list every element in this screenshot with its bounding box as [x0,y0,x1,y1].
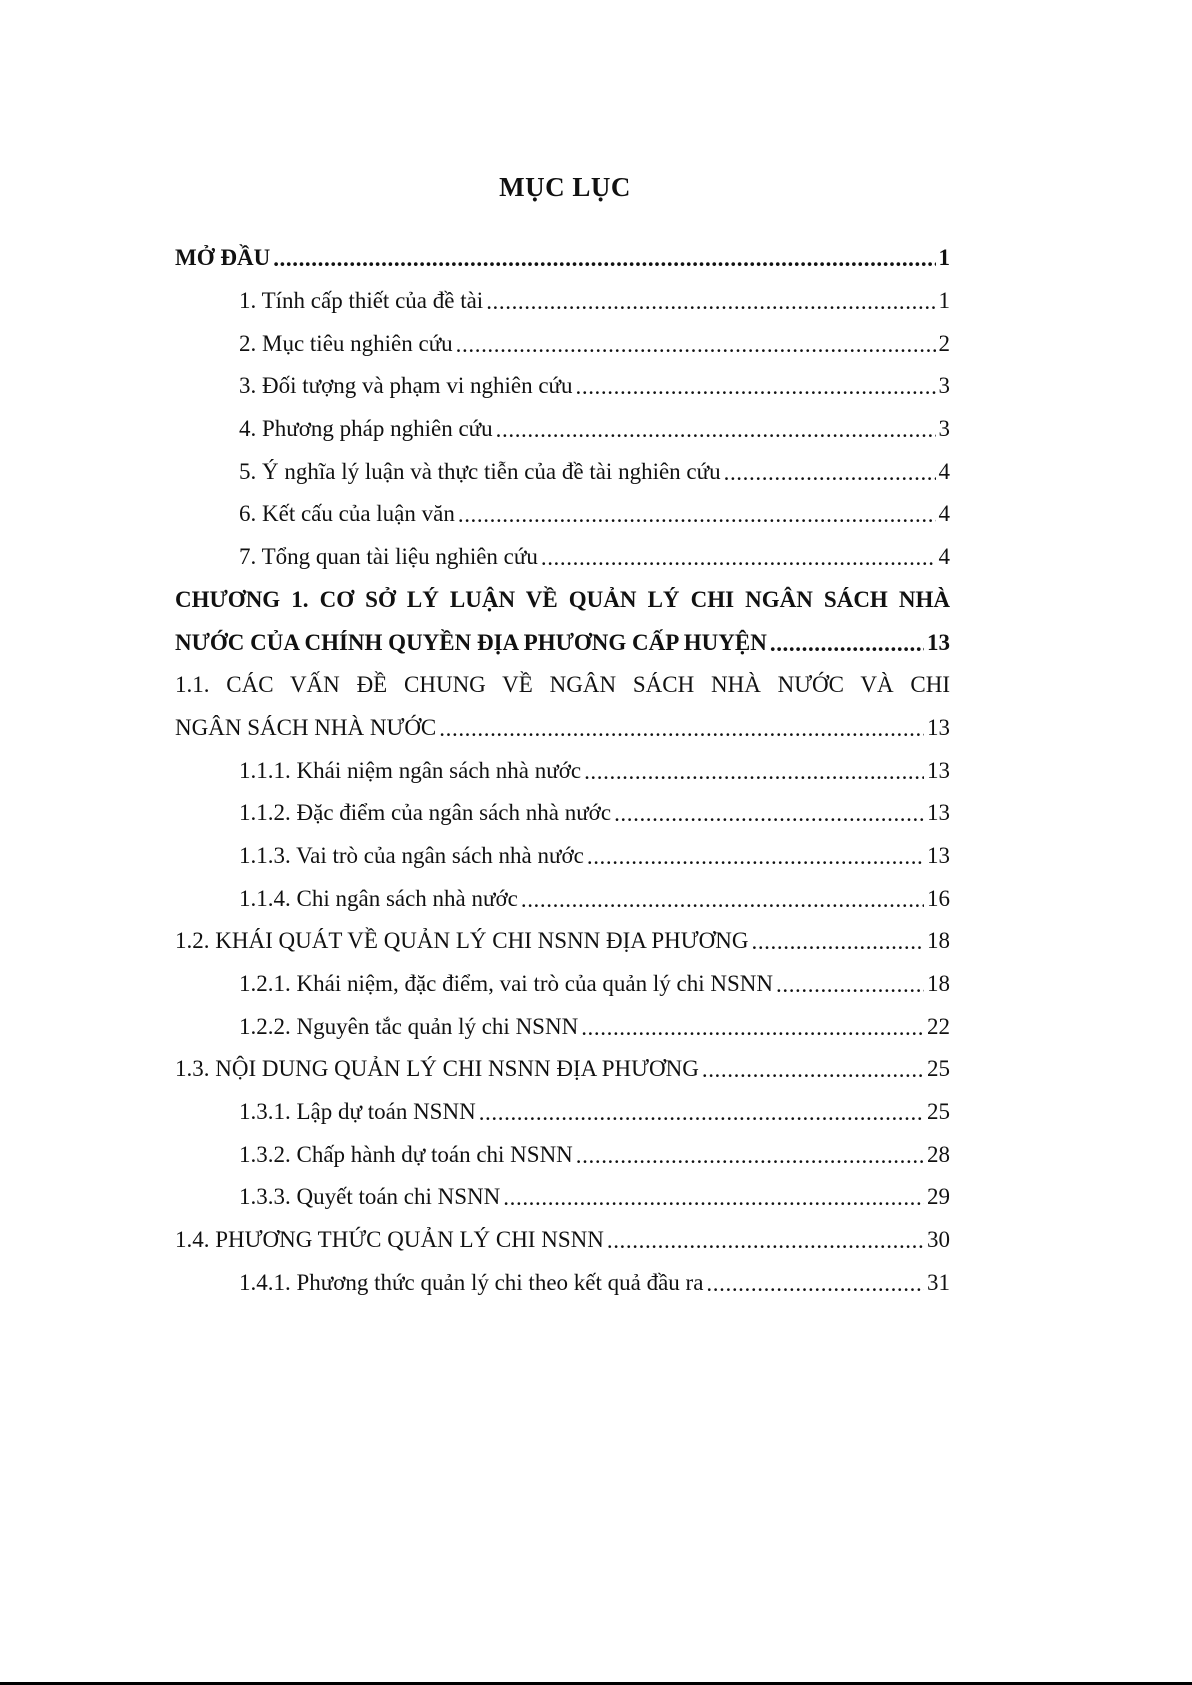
toc-entry[interactable] [175,365,950,408]
toc-page-number: 4 [938,501,950,527]
dot-leader [751,929,924,955]
toc-entry[interactable] [175,1176,950,1219]
toc-entry-label: 7. Tổng quan tài liệu nghiên cứu [239,544,538,570]
toc-entry[interactable] [175,792,950,835]
toc-page-number: 18 [927,928,950,954]
dot-leader [576,374,936,400]
toc-page-number: 30 [927,1227,950,1253]
dot-leader [770,631,924,657]
toc-page-number: 2 [938,330,950,356]
toc-entry-section-continued[interactable] [175,707,950,750]
dot-leader [456,332,936,358]
dot-leader [503,1185,924,1211]
toc-entry-label: 3. Đối tượng và phạm vi nghiên cứu [239,373,573,399]
toc-entry[interactable] [175,1262,950,1305]
toc-entry-chapter-continued[interactable] [175,621,950,664]
toc-page-number: 3 [938,373,950,399]
toc-entry-label: 5. Ý nghĩa lý luận và thực tiễn của đề tài nghiên cứu [239,458,721,484]
toc-entry-section[interactable] [175,1048,950,1091]
toc-entry-label: 1.2.1. Khái niệm, đặc điểm, vai trò của quản lý chi NSNN [239,971,773,997]
toc-page-number: 1 [938,245,950,271]
toc-entry[interactable] [175,322,950,365]
toc-entry-label: 1.4. PHƯƠNG THỨC QUẢN LÝ CHI NSNN [175,1227,604,1253]
toc-entry-label: 1.1.4. Chi ngân sách nhà nước [239,885,518,911]
toc-page-number: 22 [927,1013,950,1039]
dot-leader [706,1271,924,1297]
toc-page-number: 13 [927,800,950,826]
toc-page-number: 13 [927,842,950,868]
toc-entry[interactable] [175,749,950,792]
toc-entry-label: 6. Kết cấu của luận văn [239,501,455,527]
toc-entry[interactable] [175,237,950,280]
dot-leader [458,502,936,528]
toc-entry[interactable] [175,963,950,1006]
toc-page-number: 4 [938,544,950,570]
dot-leader [724,460,936,486]
dot-leader [587,844,924,870]
toc-entry-label: 1.3. NỘI DUNG QUẢN LÝ CHI NSNN ĐỊA PHƯƠNG [175,1056,699,1082]
dot-leader [521,887,924,913]
toc-entry-label: 1.3.1. Lập dự toán NSNN [239,1099,476,1125]
toc-page-number: 16 [927,885,950,911]
toc-entry-label: 1.1.3. Vai trò của ngân sách nhà nước [239,842,584,868]
dot-leader [541,545,936,571]
toc-page-number: 13 [927,714,950,740]
toc-entry-label: 1.2.2. Nguyên tắc quản lý chi NSNN [239,1013,579,1039]
toc-page-number: 25 [927,1056,950,1082]
toc-entry-label: MỞ ĐẦU [175,245,271,271]
toc-entry-label: 1.2. KHÁI QUÁT VỀ QUẢN LÝ CHI NSNN ĐỊA PHƯƠNG [175,928,749,954]
toc-page-number: 28 [927,1141,950,1167]
toc-page-number: 3 [938,416,950,442]
toc-entry-label: 1.1.2. Đặc điểm của ngân sách nhà nước [239,800,612,826]
dot-leader [273,246,935,272]
dot-leader [614,801,924,827]
toc-entry-label: 1.1. CÁC VẤN ĐỀ CHUNG VỀ NGÂN SÁCH NHÀ NƯỚC VÀ CHI [175,672,950,698]
toc-entry[interactable] [175,1005,950,1048]
toc-entry[interactable] [175,1091,950,1134]
dot-leader [584,759,924,785]
toc-entry[interactable] [175,280,950,323]
dot-leader [581,1015,924,1041]
toc-entry[interactable] [175,493,950,536]
toc-page-number: 31 [927,1269,950,1295]
dot-leader [479,1100,924,1126]
toc-entry-label: NGÂN SÁCH NHÀ NƯỚC [175,714,437,740]
toc-page-number: 18 [927,971,950,997]
page-title: MỤC LỤC [499,172,631,202]
dot-leader [607,1228,924,1254]
toc-entry-label: 2. Mục tiêu nghiên cứu [239,330,453,356]
toc-entry-label: 1.4.1. Phương thức quản lý chi theo kết quả đầu ra [239,1269,704,1295]
dot-leader [776,972,924,998]
dot-leader [439,716,924,742]
table-of-contents [175,237,950,1304]
toc-entry-label: CHƯƠNG 1. CƠ SỞ LÝ LUẬN VỀ QUẢN LÝ CHI NGÂN SÁCH NHÀ [175,586,950,612]
toc-entry[interactable] [175,450,950,493]
toc-entry-chapter[interactable] [175,579,950,622]
toc-page-number: 29 [927,1184,950,1210]
toc-page-number: 13 [927,629,950,655]
toc-entry-section[interactable] [175,664,950,707]
dot-leader [496,417,936,443]
toc-entry-section[interactable] [175,920,950,963]
toc-entry-section[interactable] [175,1219,950,1262]
toc-entry-label: 1.3.2. Chấp hành dự toán chi NSNN [239,1141,573,1167]
dot-leader [486,289,935,315]
toc-entry[interactable] [175,1133,950,1176]
toc-entry-label: 4. Phương pháp nghiên cứu [239,416,493,442]
toc-entry[interactable] [175,835,950,878]
dot-leader [576,1143,924,1169]
toc-entry-label: 1.1.1. Khái niệm ngân sách nhà nước [239,757,582,783]
toc-page-number: 1 [938,288,950,314]
toc-page-number: 4 [938,458,950,484]
toc-entry-label: NƯỚC CỦA CHÍNH QUYỀN ĐỊA PHƯƠNG CẤP HUYỆN [175,629,767,655]
toc-entry[interactable] [175,408,950,451]
toc-entry-label: 1.3.3. Quyết toán chi NSNN [239,1184,501,1210]
toc-entry[interactable] [175,536,950,579]
toc-page-number: 13 [927,757,950,783]
dot-leader [702,1057,924,1083]
toc-entry-label: 1. Tính cấp thiết của đề tài [239,288,484,314]
toc-page-number: 25 [927,1099,950,1125]
toc-entry[interactable] [175,877,950,920]
